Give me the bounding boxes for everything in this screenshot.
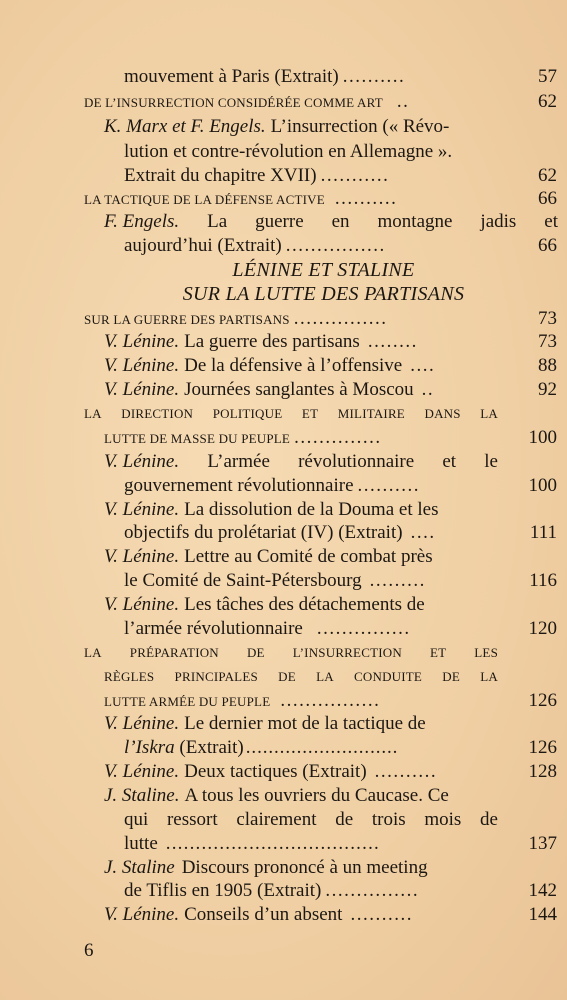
toc-section-line: [84, 307, 387, 331]
toc-page-number: 62: [538, 91, 557, 112]
toc-page-number: 88: [538, 355, 557, 376]
toc-line: [104, 450, 498, 474]
page-folio: 6: [84, 940, 94, 961]
part-heading: SUR LA LUTTE DES PARTISANS: [182, 283, 465, 305]
toc-entry-text-italic: l’Iskra: [124, 737, 175, 758]
toc-entry-text: Deux tactiques (Extrait): [184, 761, 367, 782]
toc-entry-text: L’insurrection (« Révo-: [270, 116, 450, 137]
toc-entry-text: de Tiflis en 1905 (Extrait): [124, 880, 322, 901]
toc-entry-text: le Comité de Saint-Pétersbourg: [124, 570, 362, 591]
toc-page-number: 66: [538, 235, 557, 256]
word: LA: [480, 669, 498, 684]
toc-line: [104, 760, 437, 784]
word: PRINCIPALES: [174, 669, 258, 684]
author-name: V. Lénine.: [104, 713, 180, 734]
toc-line: [104, 712, 426, 736]
dot-leader: ..........: [374, 761, 438, 782]
toc-entry-text: Extrait du chapitre XVII): [124, 165, 317, 186]
section-title: DE L’INSURRECTION CONSIDÉRÉE COMME ART: [84, 95, 383, 110]
author-name: V. Lénine.: [104, 761, 180, 782]
word: le: [484, 451, 498, 472]
toc-page-number: 137: [528, 833, 557, 854]
toc-page-number: 142: [528, 880, 557, 901]
toc-line: [104, 498, 438, 522]
dot-leader: ...........................: [245, 737, 399, 758]
toc-page-number: 92: [538, 379, 557, 400]
toc-entry-text: Les tâches des détachements de: [184, 594, 425, 615]
toc-entry-text: (Extrait): [174, 737, 244, 758]
word: L’INSURRECTION: [292, 645, 402, 660]
word: LA: [84, 406, 102, 421]
dot-leader: ................: [280, 690, 381, 711]
word: et: [544, 211, 558, 232]
toc-section-line: [104, 665, 498, 689]
word: La: [207, 211, 228, 232]
toc-page-number: 126: [528, 737, 557, 758]
word: DE: [442, 669, 461, 684]
author-name: J. Staline: [104, 857, 175, 878]
toc-entry-text: De la défensive à l’offensive: [184, 355, 403, 376]
author-name: V. Lénine.: [104, 904, 180, 925]
author-name: V. Lénine.: [104, 379, 180, 400]
word: LES: [474, 645, 498, 660]
word: mois: [424, 809, 462, 830]
toc-line: [124, 140, 452, 164]
section-title: LA TACTIQUE DE LA DÉFENSE ACTIVE: [84, 192, 325, 207]
dot-leader: ..: [396, 91, 410, 112]
word: MILITAIRE: [337, 406, 405, 421]
toc-page-number: 120: [528, 618, 557, 639]
toc-section-line: [84, 402, 498, 426]
toc-line: [104, 856, 428, 880]
author-name: V. Lénine.: [104, 499, 180, 520]
toc-line: [104, 545, 433, 569]
word: LA: [480, 406, 498, 421]
dot-leader: ........: [367, 331, 418, 352]
dot-leader: ..........: [334, 188, 398, 209]
toc-line: [104, 115, 449, 139]
word: POLITIQUE: [212, 406, 283, 421]
toc-section-line: [104, 426, 382, 450]
toc-line: [124, 832, 380, 856]
toc-entry-text: mouvement à Paris (Extrait): [124, 66, 339, 87]
toc-line: [124, 521, 436, 545]
dot-leader: ....................................: [165, 833, 380, 854]
word: montagne: [377, 211, 453, 232]
toc-section-line: [104, 689, 380, 713]
toc-entry-text: aujourd’hui (Extrait): [124, 235, 282, 256]
toc-entry-text: Le dernier mot de la tactique de: [184, 713, 426, 734]
word: LA: [316, 669, 334, 684]
toc-line: [124, 234, 386, 258]
word: DE: [278, 669, 296, 684]
toc-entry-text: La guerre des partisans: [184, 331, 360, 352]
dot-leader: ....: [410, 355, 436, 376]
author-name: K. Marx et F. Engels.: [104, 116, 266, 137]
toc-line: [104, 784, 449, 808]
toc-line: [124, 65, 405, 89]
dot-leader: ...............: [316, 618, 411, 639]
dot-leader: ..: [421, 379, 435, 400]
author-name: F. Engels.: [104, 211, 180, 232]
word: trois: [371, 809, 406, 830]
toc-entry-text: lution et contre-révolution en Allemagne ».: [124, 141, 453, 162]
dot-leader: ................: [285, 235, 386, 256]
toc-entry-text: l’armée révolutionnaire: [124, 618, 303, 639]
toc-line: [104, 378, 434, 402]
toc-section-line: [84, 187, 397, 211]
author-name: J. Staline.: [104, 785, 180, 806]
toc-line: [124, 736, 398, 760]
dot-leader: ..........: [342, 66, 406, 87]
word: CONDUITE: [354, 669, 423, 684]
toc-entry-text: A tous les ouvriers du Caucase. Ce: [184, 785, 449, 806]
section-title: LUTTE ARMÉE DU PEUPLE: [104, 694, 271, 709]
word: ET: [429, 645, 447, 660]
author-name: V. Lénine.: [104, 451, 180, 472]
word: DANS: [424, 406, 461, 421]
toc-entry-text: lutte: [124, 833, 158, 854]
word: DE: [246, 645, 265, 660]
word: ET: [301, 406, 319, 421]
toc-line: [104, 903, 413, 927]
word: de: [480, 809, 498, 830]
author-name: V. Lénine.: [104, 331, 180, 352]
word: de: [335, 809, 354, 830]
toc-line: [124, 879, 419, 903]
word: RÈGLES: [104, 669, 155, 684]
dot-leader: ..............: [294, 427, 382, 448]
toc-section-line: [84, 90, 409, 114]
toc-entry-text: Journées sanglantes à Moscou: [184, 379, 414, 400]
toc-entry-text: Conseils d’un absent: [184, 904, 343, 925]
word: jadis: [480, 211, 517, 232]
toc-page-number: 73: [538, 331, 557, 352]
word: LA: [84, 645, 102, 660]
word: L’armée: [207, 451, 270, 472]
dot-leader: ....: [410, 522, 436, 543]
toc-page-number: 100: [528, 475, 557, 496]
dot-leader: ..........: [350, 904, 413, 925]
word: en: [331, 211, 350, 232]
toc-line: [104, 210, 558, 234]
part-heading: LÉNINE ET STALINE: [232, 259, 415, 281]
word: PRÉPARATION: [129, 645, 219, 660]
toc-page-number: 126: [528, 690, 557, 711]
word: ressort: [166, 809, 218, 830]
toc-page-number: 66: [538, 188, 557, 209]
toc-section-line: [84, 641, 498, 665]
word: guerre: [255, 211, 304, 232]
word: qui: [124, 809, 149, 830]
word: DIRECTION: [121, 406, 194, 421]
toc-page-number: 144: [528, 904, 557, 925]
toc-line: [124, 474, 420, 498]
toc-line: [104, 354, 435, 378]
toc-line: [124, 569, 426, 593]
toc-page-number: 57: [538, 66, 557, 87]
toc-page-number: 111: [529, 522, 557, 543]
toc-line: [124, 617, 411, 641]
dot-leader: ..........: [357, 475, 421, 496]
word: clairement: [236, 809, 317, 830]
toc-page-number: 100: [528, 427, 557, 448]
author-name: V. Lénine.: [104, 546, 180, 567]
word: révolutionnaire: [298, 451, 415, 472]
toc-line: [104, 330, 418, 354]
dot-leader: ...........: [320, 165, 390, 186]
toc-entry-text: La dissolution de la Douma et les: [184, 499, 439, 520]
author-name: V. Lénine.: [104, 594, 180, 615]
toc-page-number: 116: [529, 570, 557, 591]
toc-page-number: 62: [538, 165, 557, 186]
word: et: [442, 451, 457, 472]
toc-entry-text: Discours prononcé à un meeting: [181, 857, 428, 878]
toc-entry-text: gouvernement révolutionnaire: [124, 475, 354, 496]
toc-line: [124, 808, 498, 832]
dot-leader: .........: [369, 570, 426, 591]
toc-page-number: 73: [538, 308, 557, 329]
toc-page-number: 128: [528, 761, 557, 782]
dot-leader: ...............: [293, 308, 388, 329]
dot-leader: ...............: [325, 880, 420, 901]
toc-line: [104, 593, 425, 617]
author-name: V. Lénine.: [104, 355, 180, 376]
toc-entry-text: Lettre au Comité de combat près: [184, 546, 433, 567]
toc-line: [124, 164, 389, 188]
toc-entry-text: objectifs du prolétariat (IV) (Extrait): [124, 522, 403, 543]
section-title: SUR LA GUERRE DES PARTISANS: [84, 312, 290, 327]
section-title: LUTTE DE MASSE DU PEUPLE: [104, 431, 291, 446]
